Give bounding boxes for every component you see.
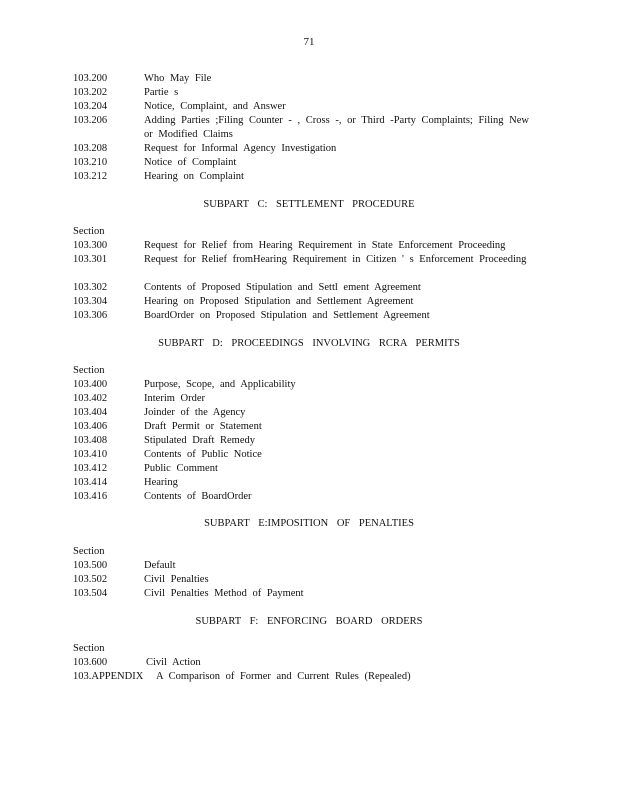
section-title: Contents of BoardOrder: [144, 491, 252, 502]
section-number: 103.406: [73, 421, 108, 432]
section-number: 103.600: [73, 657, 108, 668]
section-number: 103.302: [73, 282, 108, 293]
section-title: Joinder of the Agency: [144, 407, 246, 418]
subpart-heading: SUBPART C: SETTLEMENT PROCEDURE: [203, 199, 415, 210]
section-number: 103.504: [73, 588, 108, 599]
section-number: 103.202: [73, 87, 108, 98]
subpart-heading: SUBPART E:IMPOSITION OF PENALTIES: [204, 518, 414, 529]
section-number: 103.500: [73, 560, 108, 571]
section-number: 103.400: [73, 379, 108, 390]
section-number: 103.408: [73, 435, 108, 446]
section-title: Hearing on Proposed Stipulation and Settlement Agreement: [144, 296, 414, 307]
section-number: 103.410: [73, 449, 108, 460]
section-title: Interim Order: [144, 393, 206, 404]
section-title: Request for Relief fromHearing Requirement in Citizen ' s Enforcement Proceeding: [144, 254, 527, 265]
section-title: Notice of Complaint: [144, 157, 237, 168]
page-number: 71: [303, 36, 315, 48]
section-number: 103.404: [73, 407, 108, 418]
section-title: Who May File: [144, 73, 212, 84]
section-title: Contents of Proposed Stipulation and Settl ement Agreement: [144, 282, 421, 293]
section-title: Draft Permit or Statement: [144, 421, 262, 432]
section-title: Request for Relief from Hearing Requirement in State Enforcement Proceeding: [144, 240, 506, 251]
section-number: 103.206: [73, 115, 108, 126]
section-number: 103.502: [73, 574, 108, 585]
section-label: Section: [73, 546, 105, 557]
section-title: Stipulated Draft Remedy: [144, 435, 255, 446]
section-number: 103.212: [73, 171, 108, 182]
section-title: A Comparison of Former and Current Rules (Repealed): [156, 671, 411, 682]
section-title: Contents of Public Notice: [144, 449, 262, 460]
section-number: 103.412: [73, 463, 108, 474]
section-number: 103.APPENDIX: [73, 671, 144, 682]
section-title: Hearing: [144, 477, 178, 488]
section-title: Civil Penalties Method of Payment: [144, 588, 304, 599]
section-number: 103.416: [73, 491, 108, 502]
section-title: Public Comment: [144, 463, 218, 474]
section-number: 103.210: [73, 157, 108, 168]
section-number: 103.402: [73, 393, 108, 404]
section-number: 103.301: [73, 254, 108, 265]
section-number: 103.204: [73, 101, 108, 112]
section-title: BoardOrder on Proposed Stipulation and Settlement Agreement: [144, 310, 430, 321]
section-number: 103.304: [73, 296, 108, 307]
section-number: 103.208: [73, 143, 108, 154]
section-title: Purpose, Scope, and Applicability: [144, 379, 296, 390]
section-number: 103.414: [73, 477, 108, 488]
section-number: 103.300: [73, 240, 108, 251]
section-title: Civil Penalties: [144, 574, 209, 585]
section-label: Section: [73, 226, 105, 237]
section-title: Adding Parties ;Filing Counter - , Cross -, or Third -Party Complaints; Filing New or Modified Claims: [144, 115, 530, 140]
section-title: Notice, Complaint, and Answer: [144, 101, 286, 112]
section-title: Default: [144, 560, 176, 571]
section-title: Request for Informal Agency Investigation: [144, 143, 337, 154]
section-number: 103.306: [73, 310, 108, 321]
section-label: Section: [73, 365, 105, 376]
section-title: Partie s: [144, 87, 179, 98]
section-label: Section: [73, 643, 105, 654]
section-number: 103.200: [73, 73, 108, 84]
section-title: Hearing on Complaint: [144, 171, 244, 182]
subpart-heading: SUBPART D: PROCEEDINGS INVOLVING RCRA PERMITS: [158, 338, 460, 349]
subpart-heading: SUBPART F: ENFORCING BOARD ORDERS: [195, 616, 423, 627]
section-title: Civil Action: [146, 657, 201, 668]
